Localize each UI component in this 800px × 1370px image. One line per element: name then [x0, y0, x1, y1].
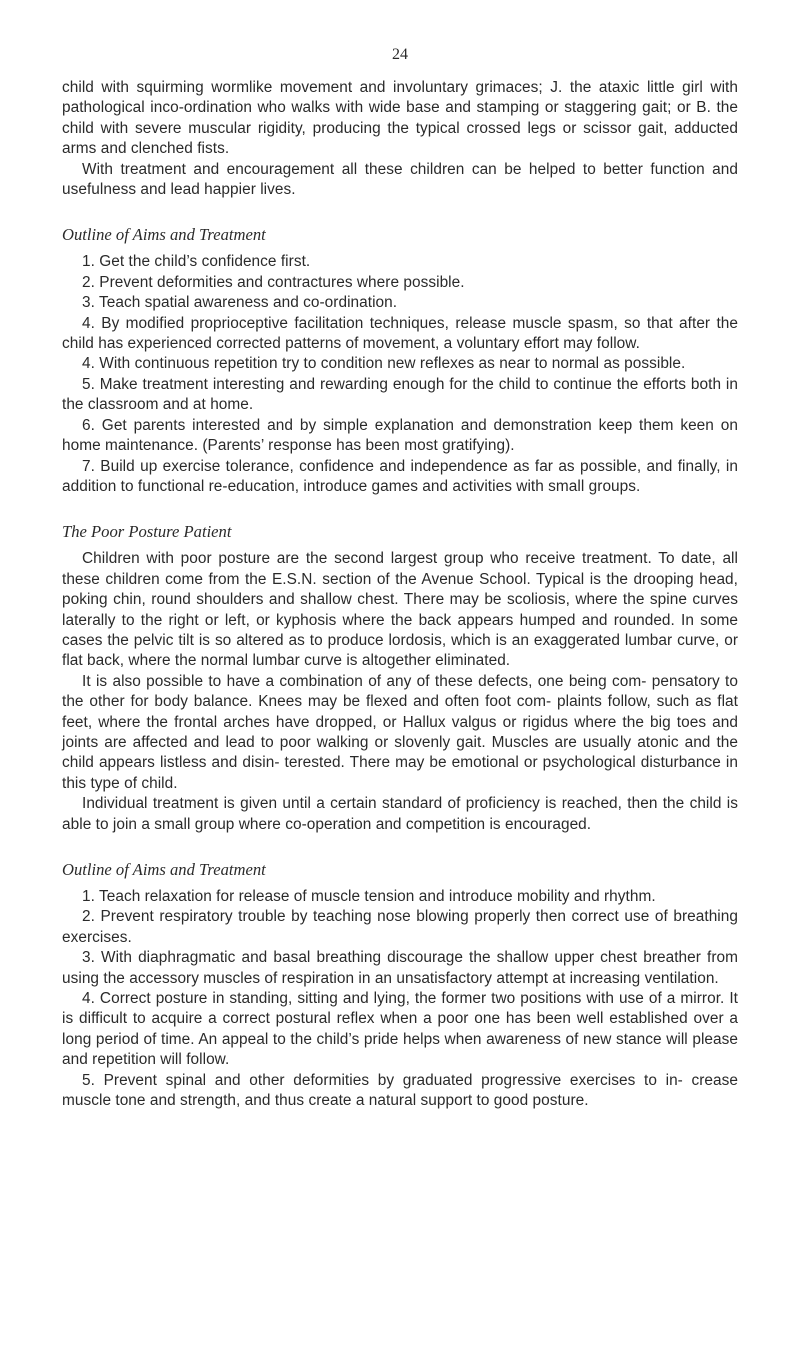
section-heading-aims-2: Outline of Aims and Treatment: [62, 860, 266, 879]
list-item: 7. Build up exercise tolerance, confidence and independence as far as possible, and finally, in addition to functional re-education, introduce games and activities with small groups.: [62, 457, 738, 495]
list-item: 3. With diaphragmatic and basal breathing discourage the shallow upper chest breather from using the accessory muscles of respiration in an unsatisfactory attempt at increasing ventilation.: [62, 949, 738, 987]
list-item: 1. Get the child’s confidence first.: [82, 253, 311, 271]
opening-paragraph-1: child with squirming wormlike movement and involuntary grimaces; J. the ataxic little girl with pathological inco-ordination who walks with wide base and stamping or staggering gait; or B. the child with severe muscular rigidity, producing the typical crossed legs or scissor gait, adducted arms and clenched fists.: [62, 79, 738, 158]
list-item: 4. With continuous repetition try to condition new reflexes as near to normal as possible.: [82, 355, 686, 373]
list-item: 5. Make treatment interesting and rewarding enough for the child to continue the efforts both in the classroom and at home.: [62, 375, 738, 414]
list-item: 2. Prevent deformities and contractures where possible.: [82, 273, 465, 291]
poor-posture-section: [62, 522, 738, 835]
body-paragraph: Children with poor posture are the second largest group who receive treatment. To date, all these children come from the E.S.N. section of the Avenue School. Typical is the drooping head, poking chin, round shoulders and shallow chest. There may be scoliosis, where the spine curves laterally to the right or left, or kyphosis where the back appears humped and rounded. In some cases the pelvic tilt is so altered as to produce lordosis, which is an exaggerated lumbar curve, or flat back, where the normal lumbar curve is altogether eliminated.: [62, 550, 738, 670]
opening-paragraph-2: With treatment and encouragement all these children can be helped to better function and usefulness and lead happier lives.: [62, 160, 738, 199]
document-page: [62, 78, 738, 1111]
aims-treatment-section-1: [62, 225, 738, 497]
list-item: 5. Prevent spinal and other deformities by graduated progressive exercises to in- crease muscle tone and strength, and thus create a natural support to good posture.: [62, 1071, 738, 1110]
list-item: 2. Prevent respiratory trouble by teaching nose blowing properly then correct use of breathing exercises.: [62, 908, 738, 946]
page-number: 24: [392, 46, 408, 63]
section-heading-aims-1: Outline of Aims and Treatment: [62, 225, 266, 245]
list-item: 3. Teach spatial awareness and co-ordination.: [82, 294, 398, 312]
list-item: 1. Teach relaxation for release of muscle tension and introduce mobility and rhythm.: [82, 888, 656, 905]
list-item: 4. Correct posture in standing, sitting and lying, the former two positions with use of a mirror. It is difficult to acquire a correct postural reflex when a poor one has been well established over a long period of time. An appeal to the child’s pride helps when awareness of new stance will please and repetition will follow.: [62, 990, 738, 1069]
aims-treatment-section-2: [62, 860, 738, 1111]
body-paragraph: It is also possible to have a combination of any of these defects, one being com- pensatory to the other for body balance. Knees may be flexed and often foot com- plaints follow, such as flat feet, where the frontal arches have dropped, or Hallux valgus or rigidus where the big toes and joints are affected and lead to poor walking or slovenly gait. Muscles are usually atonic and the child appears listless and disin- terested. There may be emotional or psychological disturbance in this type of child.: [62, 672, 738, 792]
section-heading-poor-posture: The Poor Posture Patient: [62, 522, 232, 542]
body-paragraph: Individual treatment is given until a certain standard of proficiency is reached, then the child is able to join a small group where co-operation and competition is encouraged.: [62, 795, 738, 833]
list-item: 6. Get parents interested and by simple explanation and demonstration keep them keen on home maintenance. (Parents’ response has been most gratifying).: [62, 416, 738, 455]
list-item: 4. By modified proprioceptive facilitation techniques, release muscle spasm, so that after the child has experienced corrected patterns of movement, a voluntary effort may follow.: [62, 314, 738, 353]
opening-text: [62, 78, 738, 200]
